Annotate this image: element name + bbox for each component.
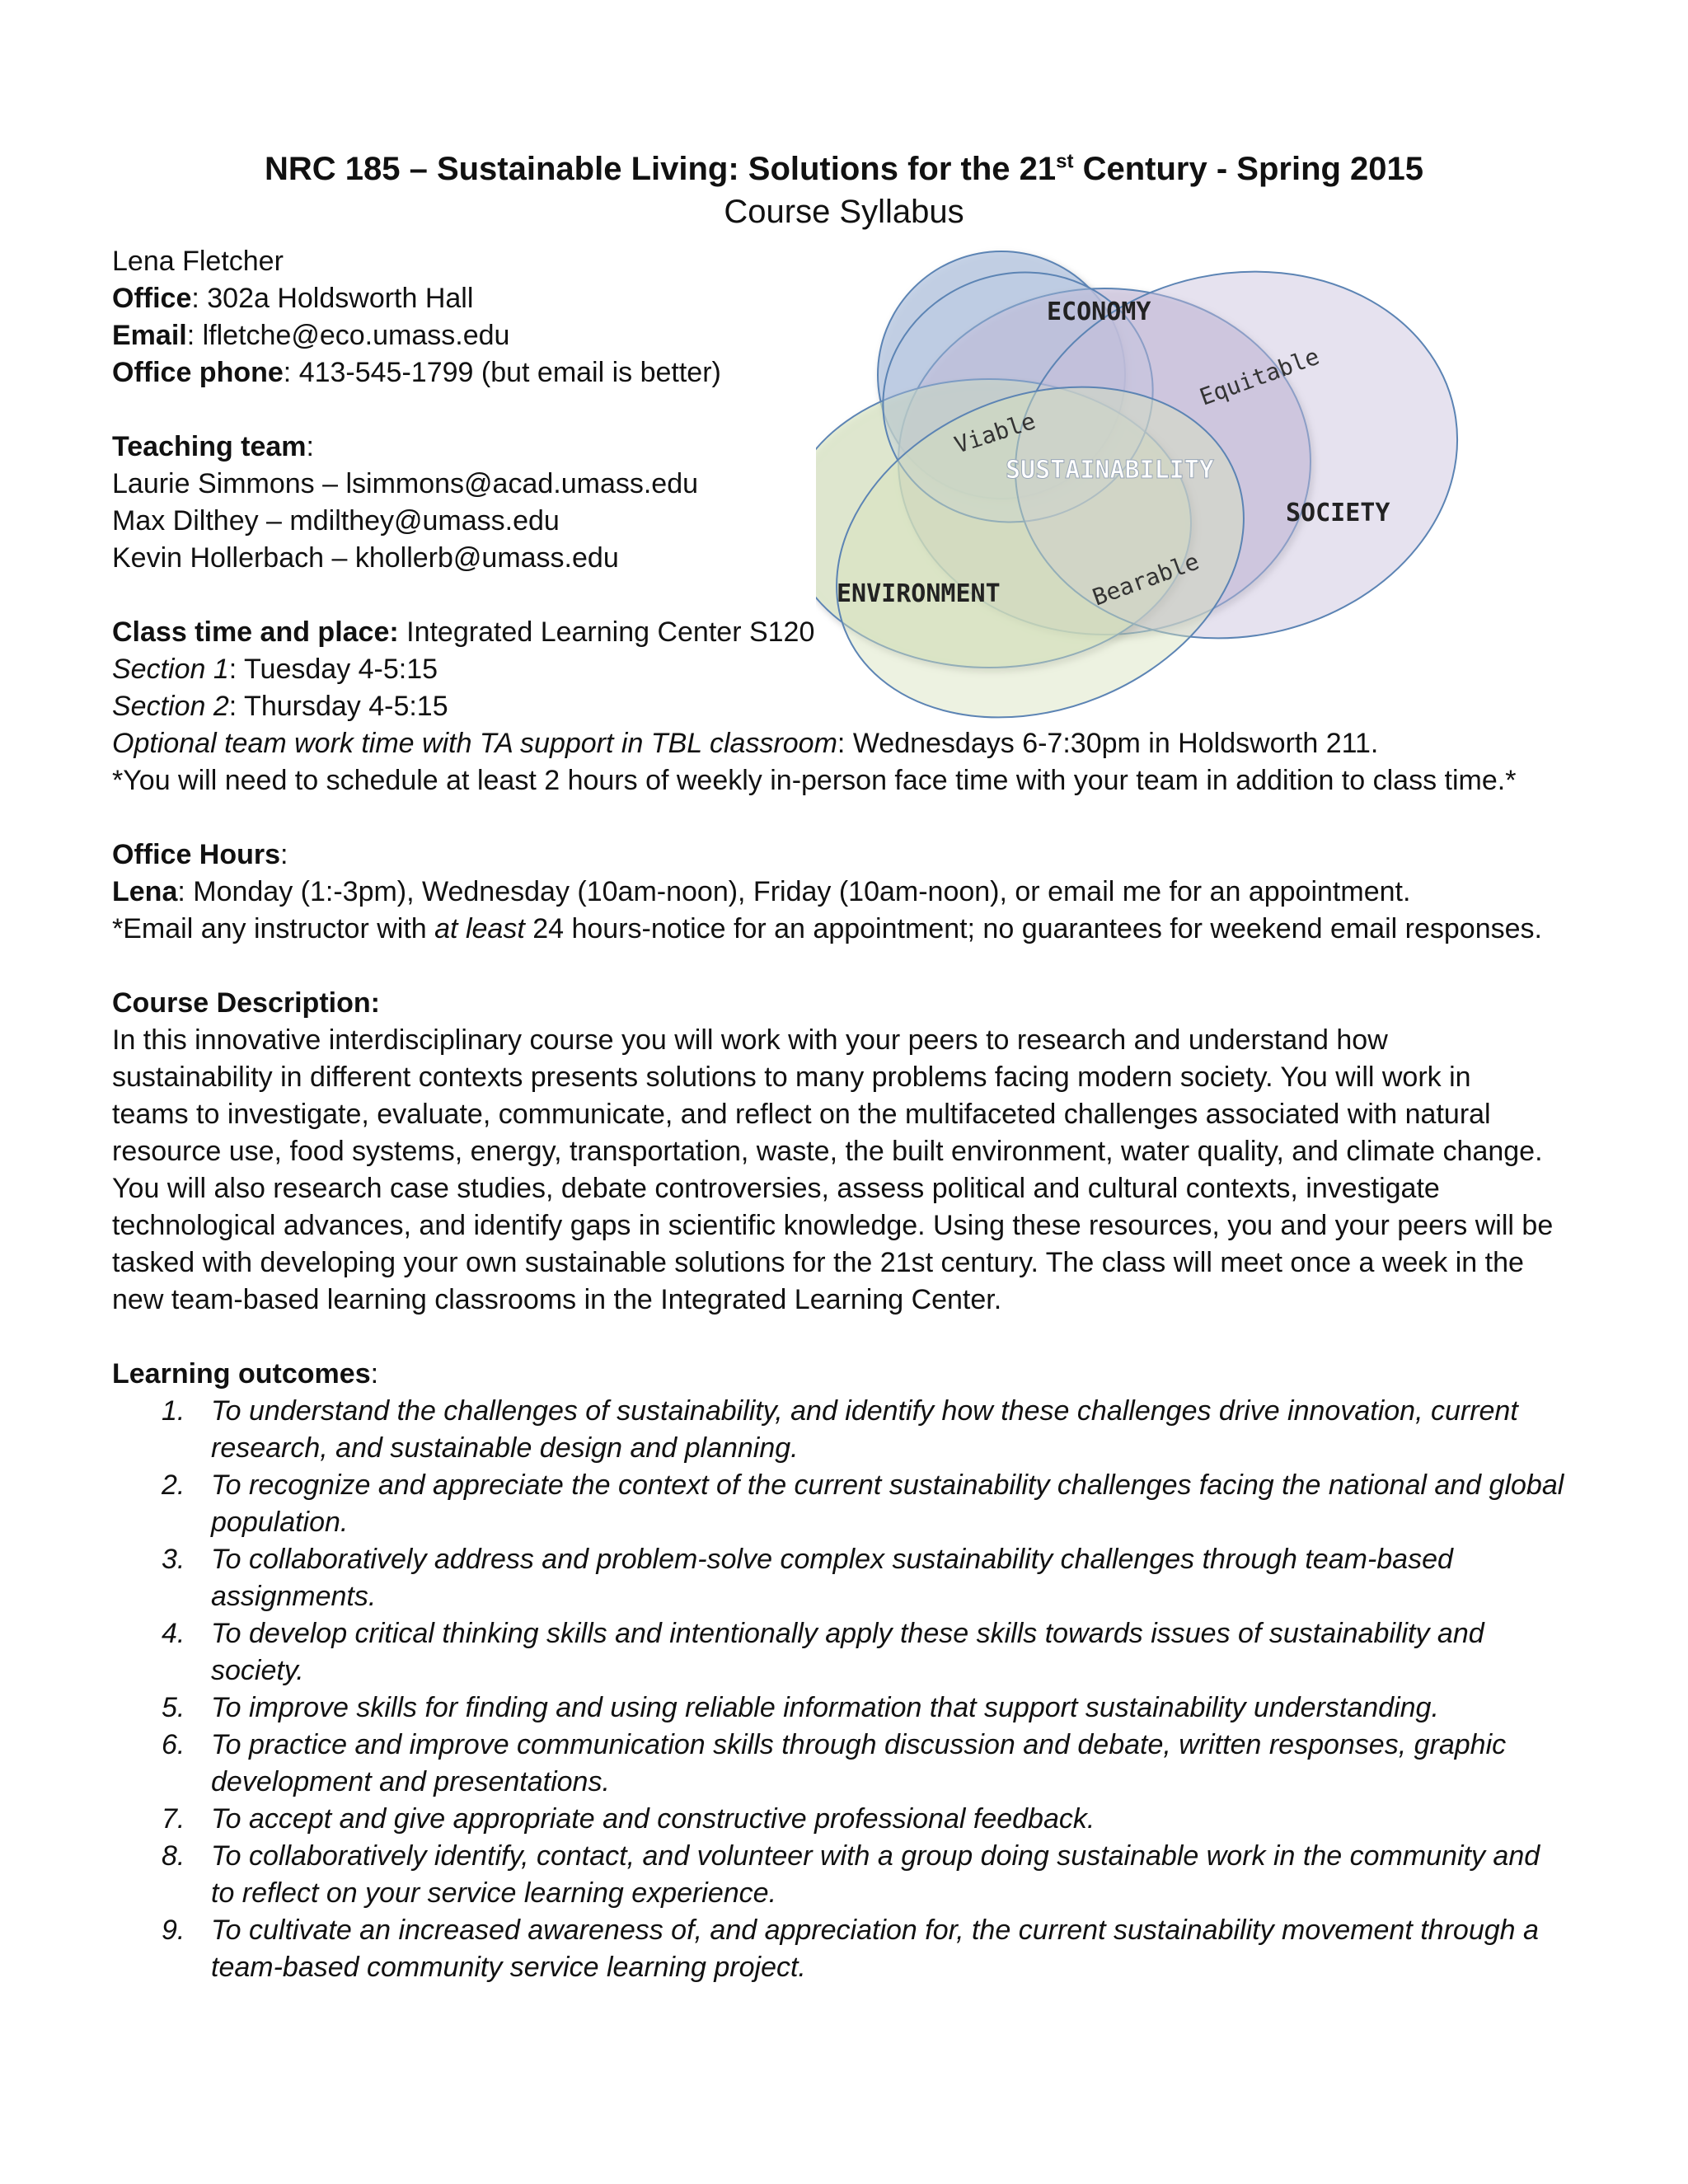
- email-label: Email: [112, 320, 187, 351]
- outcome-item: [112, 1393, 1579, 1467]
- section-2-value: : Thursday 4-5:15: [228, 691, 448, 722]
- office-hours-heading: [112, 837, 1579, 874]
- venn-label-society: SOCIETY: [1286, 499, 1390, 527]
- description-line: tasked with developing your own sustainable solutions for the 21st century. The class will meet once a week in the: [112, 1247, 1524, 1278]
- outcome-number: 5.: [162, 1692, 185, 1723]
- section-2-label: Section 2: [112, 691, 229, 722]
- venn-label-environment: ENVIRONMENT: [837, 579, 1001, 608]
- learning-outcomes-colon: :: [370, 1358, 379, 1390]
- teaching-team-label: Teaching team: [112, 431, 307, 462]
- title-superscript: st: [1056, 150, 1074, 173]
- title-block: [0, 147, 1688, 232]
- schedule-note: *You will need to schedule at least 2 hours of weekly in-person face time with your team in addition to class time.*: [112, 765, 1517, 796]
- outcome-line: To develop critical thinking skills and intentionally apply these skills towards issues of sustainability and: [211, 1618, 1484, 1649]
- main-text-block: [112, 725, 1579, 1986]
- office-value: : 302a Holdsworth Hall: [191, 283, 474, 314]
- outcome-item: [112, 1912, 1579, 1986]
- outcome-number: 8.: [162, 1840, 185, 1872]
- learning-outcomes-heading: [112, 1356, 1579, 1393]
- instructor-name: Lena Fletcher: [112, 246, 284, 277]
- class-place: Integrated Learning Center S120: [398, 616, 815, 648]
- description-line: technological advances, and identify gaps in scientific knowledge. Using these resources, you and your peers will be: [112, 1210, 1554, 1241]
- venn-label-economy: ECONOMY: [1047, 298, 1151, 326]
- outcome-line: society.: [211, 1655, 304, 1686]
- outcome-line: To collaboratively address and problem-solve complex sustainability challenges through team-based: [211, 1544, 1453, 1575]
- phone-label: Office phone: [112, 357, 284, 388]
- title-main: NRC 185 – Sustainable Living: Solutions for the 21: [264, 151, 1057, 187]
- outcome-line: To accept and give appropriate and constructive professional feedback.: [211, 1803, 1095, 1835]
- office-hours-colon: :: [280, 839, 288, 870]
- venn-label-bearable: Bearable: [1089, 547, 1203, 612]
- learning-outcomes-list: [112, 1393, 1579, 1986]
- phone-value: : 413-545-1799 (but email is better): [283, 357, 721, 388]
- team-member: Max Dilthey – mdilthey@umass.edu: [112, 505, 560, 537]
- outcome-line: To recognize and appreciate the context of the current sustainability challenges facing the national and global: [211, 1469, 1564, 1501]
- outcome-line: To collaboratively identify, contact, and volunteer with a group doing sustainable work in the community and: [211, 1840, 1540, 1872]
- outcome-number: 1.: [162, 1395, 185, 1427]
- outcome-line: to reflect on your service learning experience.: [211, 1877, 777, 1909]
- outcome-number: 9.: [162, 1915, 185, 1946]
- team-member: Kevin Hollerbach – khollerb@umass.edu: [112, 542, 619, 574]
- page-subtitle: Course Syllabus: [724, 194, 964, 230]
- outcome-line: To cultivate an increased awareness of, and appreciation for, the current sustainability movement through a: [211, 1915, 1539, 1946]
- outcome-item: [112, 1801, 1579, 1838]
- section-1-value: : Tuesday 4-5:15: [228, 654, 438, 685]
- teaching-team-colon: :: [306, 431, 314, 462]
- team-member: Laurie Simmons – lsimmons@acad.umass.edu: [112, 468, 699, 499]
- page-title: [0, 147, 1688, 191]
- outcome-line: To understand the challenges of sustainability, and identify how these challenges drive innovation, current: [211, 1395, 1518, 1427]
- section-1-line: [112, 651, 1002, 688]
- description-line: teams to investigate, evaluate, communicate, and reflect on the multifaceted challenges associated with natural: [112, 1099, 1491, 1130]
- appointment-note-post: 24 hours-notice for an appointment; no guarantees for weekend email responses.: [524, 913, 1542, 944]
- lena-hours-label: Lena: [112, 876, 178, 907]
- outcome-line: assignments.: [211, 1581, 377, 1612]
- appointment-note-emphasis: at least: [434, 913, 525, 944]
- description-line: sustainability in different contexts presents solutions to many problems facing modern society. You will work in: [112, 1062, 1471, 1093]
- outcome-line: population.: [211, 1507, 349, 1538]
- outcome-item: [112, 1541, 1579, 1615]
- outcome-item: [112, 1467, 1579, 1541]
- email-value: : lfletche@eco.umass.edu: [186, 320, 510, 351]
- class-time-line: [112, 614, 1002, 651]
- phone-line: [112, 354, 1002, 391]
- description-line: In this innovative interdisciplinary course you will work with your peers to research and understand how: [112, 1024, 1388, 1056]
- learning-outcomes-label: Learning outcomes: [112, 1358, 371, 1390]
- section-2-line: [112, 688, 1002, 725]
- outcome-item: [112, 1838, 1579, 1912]
- description-line: You will also research case studies, debate controversies, assess political and cultural contexts, investigate: [112, 1173, 1440, 1204]
- outcome-line: research, and sustainable design and planning.: [211, 1432, 799, 1464]
- section-1-label: Section 1: [112, 654, 229, 685]
- outcome-number: 7.: [162, 1803, 185, 1835]
- outcome-item: [112, 1727, 1579, 1801]
- optional-time-label: Optional team work time with TA support in TBL classroom: [112, 728, 837, 759]
- outcome-number: 6.: [162, 1729, 185, 1760]
- appointment-note-pre: *Email any instructor with: [112, 913, 435, 944]
- email-line: [112, 317, 1002, 354]
- outcome-item: [112, 1615, 1579, 1690]
- course-description-heading: [112, 985, 1579, 1022]
- optional-time-value: : Wednesdays 6-7:30pm in Holdsworth 211.: [837, 728, 1379, 759]
- description-line: new team-based learning classrooms in the Integrated Learning Center.: [112, 1284, 1002, 1315]
- teaching-team-heading: [112, 429, 1002, 466]
- outcome-line: To practice and improve communication skills through discussion and debate, written responses, graphic: [211, 1729, 1507, 1760]
- office-label: Office: [112, 283, 192, 314]
- venn-label-equitable: Equitable: [1196, 342, 1323, 411]
- description-line: resource use, food systems, energy, transportation, waste, the built environment, water quality, and climate change.: [112, 1136, 1543, 1167]
- appointment-note: [112, 911, 1579, 948]
- outcome-number: 2.: [162, 1469, 185, 1501]
- outcome-number: 4.: [162, 1618, 185, 1649]
- class-time-label: Class time and place:: [112, 616, 399, 648]
- venn-label-center: SUSTAINABILITY: [1006, 456, 1214, 485]
- outcome-item: [112, 1690, 1579, 1727]
- course-description-label: Course Description:: [112, 987, 380, 1019]
- optional-time-line: [112, 725, 1579, 762]
- lena-hours-value: : Monday (1:-3pm), Wednesday (10am-noon), Friday (10am-noon), or email me for an appointment.: [177, 876, 1411, 907]
- outcome-line: team-based community service learning project.: [211, 1952, 806, 1983]
- office-hours-label: Office Hours: [112, 839, 281, 870]
- venn-label-viable: Viable: [950, 407, 1039, 459]
- contact-block: [112, 243, 1002, 725]
- outcome-line: development and presentations.: [211, 1766, 610, 1797]
- lena-hours-line: [112, 874, 1579, 911]
- title-tail: Century - Spring 2015: [1073, 151, 1424, 187]
- office-line: [112, 280, 1002, 317]
- outcome-number: 3.: [162, 1544, 185, 1575]
- outcome-line: To improve skills for finding and using reliable information that support sustainability understanding.: [211, 1692, 1439, 1723]
